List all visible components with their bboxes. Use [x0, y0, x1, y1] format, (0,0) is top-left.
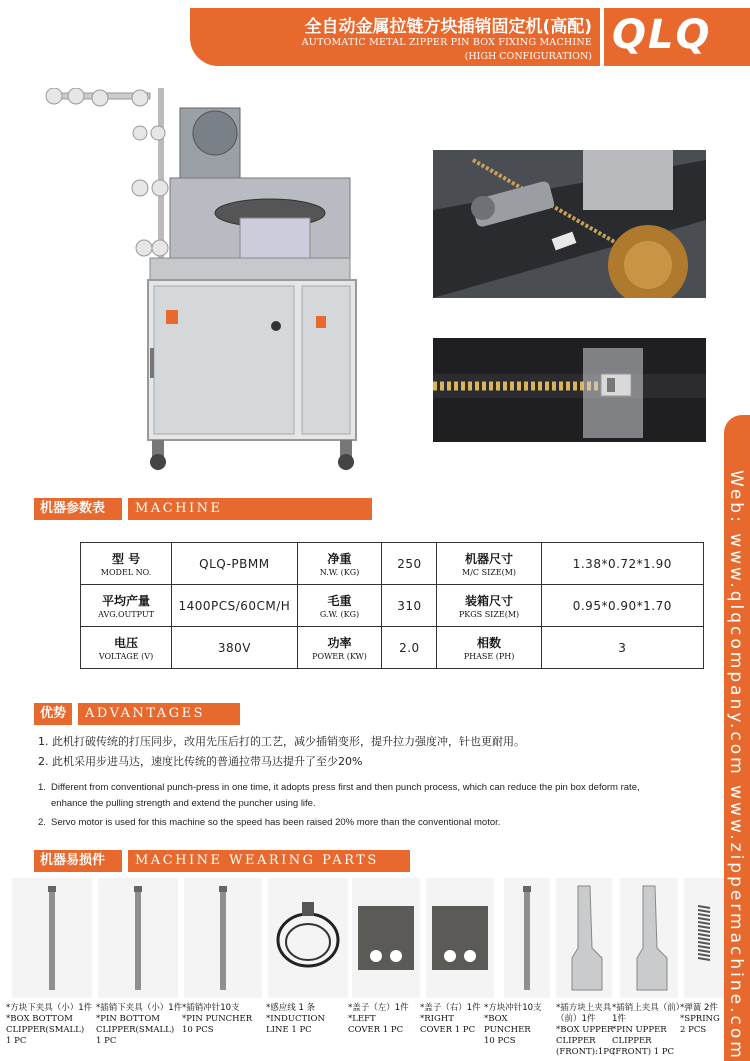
spec-value-cell: 1.38*0.72*1.90 [541, 543, 703, 585]
spec-label-en: POWER (KW) [312, 652, 367, 661]
advantage-en-1-line2: enhance the pulling strength and extend the puncher using life. [51, 798, 316, 809]
spec-value-cell: 380V [172, 627, 298, 669]
title-cn: 全自动金属拉链方块插销固定机(高配) [304, 17, 592, 37]
part-caption-en2: LINE 1 PC [266, 1025, 312, 1035]
part-caption-en2: 10 PCS [484, 1036, 516, 1046]
spec-label-cn: 型 号 [111, 552, 141, 566]
part-caption-en1: *PIN BOTTOM [96, 1014, 161, 1024]
part-image [504, 878, 550, 998]
spec-label-en: PKGS SIZE(M) [458, 610, 520, 619]
spec-label-en: N.W. (KG) [319, 568, 360, 577]
part-caption-en2: COVER 1 PC [420, 1025, 476, 1035]
spec-label-en: PHASE (PH) [463, 652, 515, 661]
spec-label-en: MODEL NO. [100, 568, 152, 577]
part-image [98, 878, 178, 998]
spec-label-cn: 电压 [114, 636, 139, 650]
parts-title-en: MACHINE WEARING PARTS [128, 850, 410, 872]
part-caption-cn: *盖子（右）1件 [420, 1003, 481, 1013]
part-image [556, 878, 612, 998]
part-caption [182, 1003, 266, 1036]
spec-table [80, 542, 704, 669]
part-caption [420, 1003, 490, 1036]
part-image [684, 878, 724, 998]
advantage-cn-2: 2. 此机采用步进马达，速度比传统的普通拉带马达提升了至少20% [38, 755, 363, 768]
part-image [426, 878, 494, 998]
part-caption-en1: *LEFT [348, 1014, 376, 1024]
part-image [620, 878, 678, 998]
spec-value-cell: 310 [382, 585, 437, 627]
machine-photo [40, 88, 370, 478]
part-caption-en2: COVER 1 PC [348, 1025, 404, 1035]
part-caption [266, 1003, 348, 1036]
part-caption-en1: *BOX UPPER [556, 1025, 614, 1035]
detail-photo-zipper [433, 338, 706, 442]
brand-logo: QLQ [612, 12, 712, 58]
spec-label-cell [437, 543, 541, 585]
spec-label-cn: 装箱尺寸 [465, 594, 514, 608]
part-caption-cn: *弹簧 2件 [680, 1003, 718, 1013]
part-caption-en2: 2 PCS [680, 1025, 707, 1035]
part-caption-en2: CLIPPER [556, 1036, 596, 1046]
part-caption-en1: *SPRING [680, 1014, 720, 1024]
title-en-line1: AUTOMATIC METAL ZIPPER PIN BOX FIXING MACHINE [301, 37, 592, 48]
spec-label-cell [81, 543, 172, 585]
spec-label-cn: 净重 [327, 552, 352, 566]
spec-label-cell [297, 585, 382, 627]
part-caption [348, 1003, 422, 1036]
part-caption-en2: 10 PCS [182, 1025, 214, 1035]
part-caption [6, 1003, 94, 1047]
spec-value-cell: 250 [382, 543, 437, 585]
part-caption-cn: *方块下夹具（小）1件 [6, 1003, 93, 1013]
part-caption-en2: CLIPPER [612, 1036, 652, 1046]
spec-value-cell: 0.95*0.90*1.70 [541, 585, 703, 627]
spec-value-cell: 1400PCS/60CM/H [172, 585, 298, 627]
advantage-en-1-num: 1. [38, 782, 46, 793]
spec-label-cell [297, 627, 382, 669]
advantage-en-2-num: 2. [38, 817, 46, 828]
spec-label-cell [81, 585, 172, 627]
spec-label-cn: 平均产量 [102, 594, 151, 608]
spec-value-cell: 3 [541, 627, 703, 669]
spec-label-cell [437, 627, 541, 669]
part-caption-en1: *PIN UPPER [612, 1025, 667, 1035]
part-caption-cn: *插销下夹具（小）1件 [96, 1003, 183, 1013]
advantages-title-cn: 优势 [34, 703, 72, 725]
spec-label-cell [437, 585, 541, 627]
advantage-en-2-line1: Servo motor is used for this machine so the speed has been raised 20% more than the conventional motor. [51, 817, 501, 828]
part-image [268, 878, 348, 998]
part-caption-cn: *插销冲针10支 [182, 1003, 240, 1013]
part-caption-en1: *RIGHT [420, 1014, 454, 1024]
spec-label-en: G.W. (KG) [319, 610, 360, 619]
part-caption-en1: *BOX PUNCHER [484, 1014, 531, 1035]
spec-label-cn: 相数 [477, 636, 502, 650]
spec-label-cn: 机器尺寸 [465, 552, 514, 566]
part-caption-en3: 1 PC [6, 1036, 27, 1046]
part-caption-cn: *插销上夹具（前）1件 [612, 1003, 681, 1024]
part-caption-en1: *INDUCTION [266, 1014, 325, 1024]
part-image [184, 878, 262, 998]
part-image [352, 878, 420, 998]
part-caption-cn: *插方块上夹具（前）1件 [556, 1003, 612, 1024]
advantage-en-1 [38, 780, 708, 812]
spec-title-cn: 机器参数表 [34, 498, 122, 520]
part-caption-cn: *盖子（左）1件 [348, 1003, 409, 1013]
part-caption-en2: CLIPPER(SMALL) [96, 1025, 175, 1035]
spec-label-en: M/C SIZE(M) [462, 568, 517, 577]
parts-title-cn: 机器易损件 [34, 850, 122, 872]
advantage-en-1-line1: Different from conventional punch-press in one time, it adopts press first and then punch process, which can reduce the pin box deform rate, [51, 782, 640, 793]
title-en-line2: (HIGH CONFIGURATION) [464, 51, 592, 62]
part-caption-en3: 1 PC [96, 1036, 117, 1046]
spec-label-cn: 毛重 [327, 594, 352, 608]
spec-label-en: AVG.OUTPUT [98, 610, 154, 619]
part-caption-en3: (FRONT):1PC [556, 1047, 616, 1057]
spec-title-en: MACHINE SPECIFICATION [128, 498, 372, 520]
spec-label-en: VOLTAGE (V) [98, 652, 154, 661]
spec-row [81, 627, 704, 669]
part-caption-cn: *方块冲针10支 [484, 1003, 542, 1013]
advantage-en-2 [38, 815, 708, 831]
spec-label-cell [81, 627, 172, 669]
part-caption-cn: *感应线 1 条 [266, 1003, 316, 1013]
spec-value-cell: 2.0 [382, 627, 437, 669]
part-caption [96, 1003, 184, 1047]
spec-row [81, 585, 704, 627]
part-caption [556, 1003, 616, 1058]
part-caption-en1: *BOX BOTTOM [6, 1014, 73, 1024]
part-caption [612, 1003, 684, 1058]
spec-label-cn: 功率 [327, 636, 352, 650]
part-caption-en1: *PIN PUNCHER [182, 1014, 253, 1024]
detail-photo-rollers [433, 150, 706, 298]
part-caption-en2: CLIPPER(SMALL) [6, 1025, 85, 1035]
advantages-title-en: ADVANTAGES [78, 703, 240, 725]
part-image [12, 878, 92, 998]
spec-value-cell: QLQ-PBMM [172, 543, 298, 585]
part-caption [484, 1003, 556, 1047]
spec-row [81, 543, 704, 585]
spec-label-cell [297, 543, 382, 585]
website-text: Web: www.qlqcompany.com www.zippermachine.com [726, 470, 746, 1061]
part-caption-en3: (FRONT) 1 PC [612, 1047, 675, 1057]
part-caption [680, 1003, 726, 1036]
advantage-cn-1: 1. 此机打破传统的打压同步，改用先压后打的工艺，减少插销变形，提升拉力强度冲，针也更耐用。 [38, 735, 525, 748]
